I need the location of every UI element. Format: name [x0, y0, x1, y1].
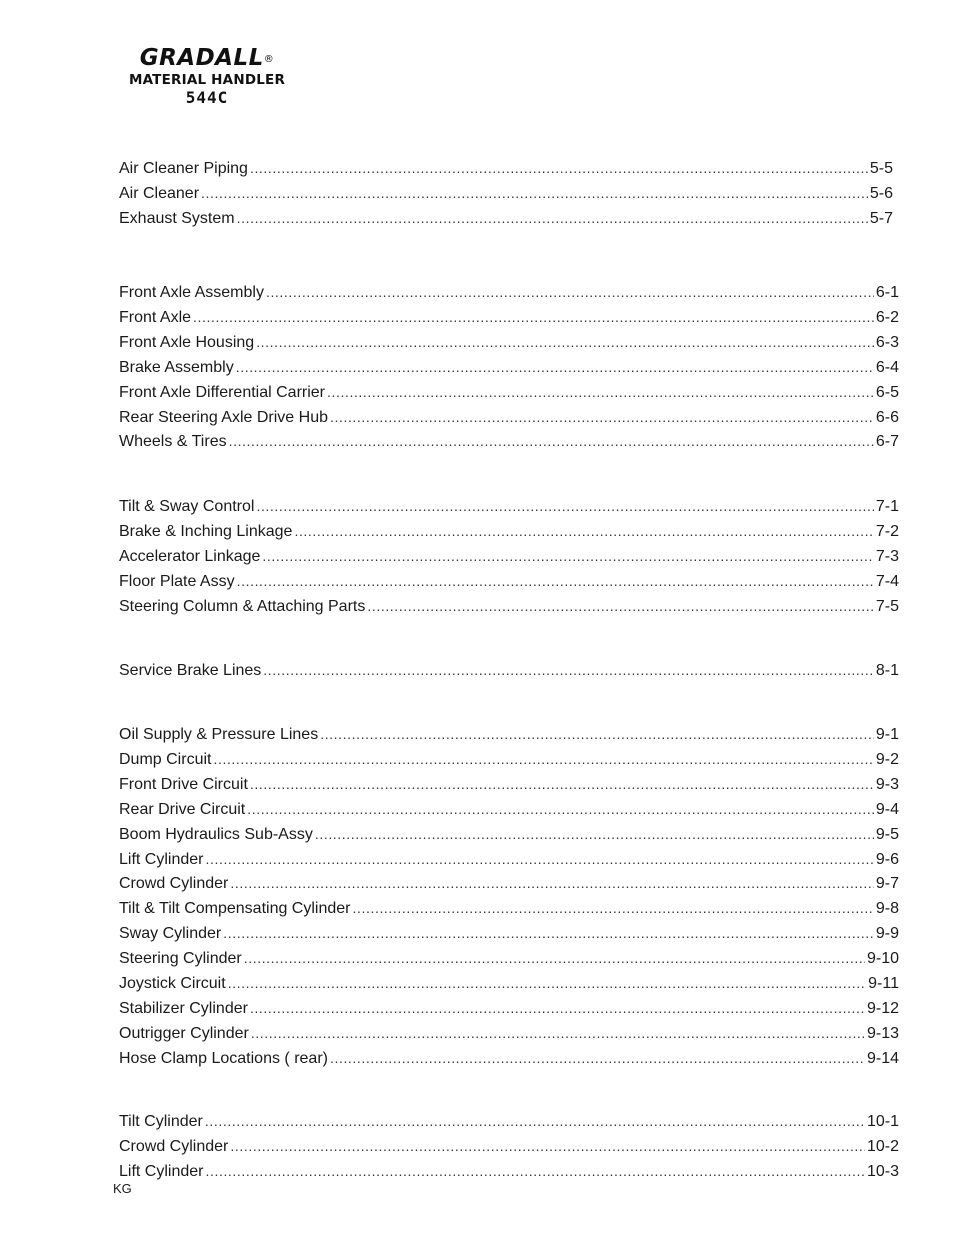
dot-leader — [327, 381, 874, 403]
toc-entry[interactable] — [119, 1022, 899, 1044]
toc-entry-label: Wheels & Tires — [119, 433, 227, 451]
toc-entry-page: 7-4 — [875, 572, 899, 590]
registered-mark: ® — [263, 54, 275, 65]
toc-entry[interactable] — [119, 723, 899, 745]
toc-entry-label: Dump Circuit — [119, 750, 212, 768]
toc-entry[interactable] — [119, 381, 899, 403]
toc-entry-label: Sway Cylinder — [119, 925, 222, 943]
document-header — [112, 44, 302, 108]
dot-leader — [262, 545, 873, 567]
toc-entry-label: Lift Cylinder — [119, 1162, 204, 1180]
toc-entry-page: 9-6 — [875, 850, 899, 868]
toc-entry-label: Tilt & Sway Control — [119, 498, 255, 515]
toc-entry[interactable] — [119, 748, 899, 770]
toc-entry-page: 6-4 — [875, 358, 899, 376]
dot-leader — [244, 947, 865, 969]
toc-entry-page: 7-5 — [875, 597, 899, 615]
toc-entry-label: Front Axle Assembly — [119, 284, 264, 301]
toc-entry-page: 5-5 — [869, 160, 893, 177]
toc-entry-label: Hose Clamp Locations ( rear) — [119, 1049, 328, 1067]
toc-entry-label: Front Axle Housing — [119, 333, 255, 351]
toc-entry-label: Rear Steering Axle Drive Hub — [119, 408, 328, 426]
toc-entry-page: 9-11 — [868, 975, 899, 992]
toc-entry-label: Rear Drive Circuit — [119, 800, 246, 818]
toc-entry-label: Tilt Cylinder — [119, 1113, 203, 1130]
toc-entry[interactable] — [119, 872, 899, 894]
dot-leader — [250, 773, 874, 795]
toc-entry[interactable] — [119, 1110, 899, 1132]
toc-entry-label: Service Brake Lines — [119, 662, 262, 679]
toc-entry[interactable] — [119, 922, 899, 944]
toc-entry-label: Outrigger Cylinder — [119, 1024, 249, 1042]
dot-leader — [213, 748, 873, 770]
footer-code: KG — [113, 1181, 132, 1196]
toc-entry-label: Front Axle — [119, 308, 192, 326]
toc-entry[interactable] — [119, 595, 899, 617]
toc-entry[interactable] — [119, 823, 899, 845]
toc-entry-page: 9-14 — [866, 1049, 899, 1067]
toc-entry-page: 10-3 — [866, 1162, 899, 1180]
toc-entry-page: 9-13 — [866, 1024, 899, 1042]
dot-leader — [230, 872, 874, 894]
toc-entry-label: Exhaust System — [119, 209, 235, 227]
dot-leader — [263, 659, 874, 681]
dot-leader — [256, 331, 874, 353]
toc-entry-page: 7-1 — [875, 498, 899, 515]
toc-entry-label: Tilt & Tilt Compensating Cylinder — [119, 900, 351, 918]
product-subtitle: MATERIAL HANDLER — [128, 72, 286, 88]
toc-entry-page: 7-2 — [875, 522, 899, 540]
dot-leader — [205, 848, 873, 870]
toc-entry-page: 9-12 — [866, 999, 899, 1017]
toc-entry[interactable] — [119, 406, 899, 428]
toc-entry-label: Front Drive Circuit — [119, 775, 248, 793]
gradall-logo — [112, 44, 302, 72]
toc-entry[interactable] — [119, 495, 899, 517]
toc-entry-page: 6-7 — [875, 433, 899, 451]
toc-entry-label: Lift Cylinder — [119, 850, 204, 868]
toc-entry-label: Boom Hydraulics Sub-Assy — [119, 825, 313, 843]
toc-entry-label: Oil Supply & Pressure Lines — [119, 726, 319, 743]
toc-entry-label: Accelerator Linkage — [119, 547, 261, 565]
toc-entry-label: Steering Column & Attaching Parts — [119, 597, 366, 615]
toc-entry[interactable] — [119, 773, 899, 795]
toc-entry-page: 9-3 — [875, 775, 899, 793]
dot-leader — [320, 723, 874, 745]
toc-entry[interactable] — [119, 897, 899, 919]
toc-entry[interactable] — [119, 1047, 899, 1069]
dot-leader — [201, 182, 868, 204]
toc-entry[interactable] — [119, 570, 899, 592]
toc-entry[interactable] — [119, 356, 899, 378]
toc-entry[interactable] — [119, 306, 899, 328]
toc-entry[interactable] — [119, 1160, 899, 1182]
toc-entry-label: Crowd Cylinder — [119, 875, 229, 893]
toc-entry[interactable] — [119, 281, 899, 303]
dot-leader — [236, 356, 874, 378]
toc-entry[interactable] — [119, 182, 893, 204]
dot-leader — [250, 997, 865, 1019]
toc-entry-page: 9-9 — [875, 925, 899, 943]
toc-entry-page: 9-2 — [875, 750, 899, 768]
toc-entry[interactable] — [119, 207, 893, 229]
toc-entry[interactable] — [119, 545, 899, 567]
dot-leader — [256, 495, 873, 517]
toc-entry-page: 10-1 — [866, 1113, 899, 1130]
toc-entry[interactable] — [119, 848, 899, 870]
dot-leader — [251, 1022, 865, 1044]
toc-entry-page: 5-7 — [869, 209, 893, 227]
toc-entry-page: 9-1 — [875, 726, 899, 743]
dot-leader — [237, 570, 874, 592]
toc-entry[interactable] — [119, 798, 899, 820]
toc-entry[interactable] — [119, 1135, 899, 1157]
dot-leader — [367, 595, 874, 617]
dot-leader — [205, 1110, 865, 1132]
toc-entry-page: 6-6 — [875, 408, 899, 426]
dot-leader — [247, 798, 874, 820]
toc-entry-label: Steering Cylinder — [119, 950, 242, 968]
dot-leader — [330, 1047, 865, 1069]
toc-entry-page: 10-2 — [866, 1137, 899, 1155]
toc-entry-page: 9-7 — [875, 875, 899, 893]
toc-entry-label: Crowd Cylinder — [119, 1137, 229, 1155]
toc-entry-label: Brake & Inching Linkage — [119, 522, 293, 540]
toc-entry-page: 9-10 — [866, 950, 899, 968]
toc-entry[interactable] — [119, 520, 899, 542]
toc-entry-label: Floor Plate Assy — [119, 572, 235, 590]
toc-entry-page: 8-1 — [875, 662, 899, 679]
toc-entry-page: 6-2 — [875, 308, 899, 326]
toc-entry-label: Air Cleaner Piping — [119, 160, 248, 177]
dot-leader — [205, 1160, 864, 1182]
toc-entry[interactable] — [119, 947, 899, 969]
brand-name: GRADALL — [139, 45, 264, 71]
toc-entry[interactable] — [119, 659, 899, 681]
dot-leader — [237, 207, 868, 229]
dot-leader — [230, 1135, 865, 1157]
dot-leader — [353, 897, 874, 919]
toc-entry-page: 7-3 — [875, 547, 899, 565]
toc-entry[interactable] — [119, 331, 899, 353]
model-number: 544C — [185, 88, 229, 107]
dot-leader — [193, 306, 874, 328]
toc-entry-page: 6-1 — [875, 284, 899, 301]
toc-entry-page: 5-6 — [869, 184, 893, 202]
dot-leader — [229, 430, 874, 452]
toc-entry-label: Stabilizer Cylinder — [119, 999, 248, 1017]
toc-entry-label: Joystick Circuit — [119, 975, 226, 992]
toc-entry-page: 6-3 — [875, 333, 899, 351]
toc-entry[interactable] — [119, 430, 899, 452]
toc-entry-page: 9-8 — [875, 900, 899, 918]
toc-entry[interactable] — [119, 157, 893, 179]
toc-entry-label: Brake Assembly — [119, 358, 234, 376]
dot-leader — [223, 922, 874, 944]
dot-leader — [294, 520, 873, 542]
toc-entry[interactable] — [119, 972, 899, 994]
dot-leader — [250, 157, 868, 179]
toc-entry-label: Front Axle Differential Carrier — [119, 383, 325, 401]
toc-entry-page: 9-4 — [875, 800, 899, 818]
toc-entry[interactable] — [119, 997, 899, 1019]
dot-leader — [330, 406, 874, 428]
toc-entry-page: 9-5 — [875, 825, 899, 843]
toc-entry-label: Air Cleaner — [119, 184, 200, 202]
dot-leader — [315, 823, 874, 845]
toc-entry-page: 6-5 — [875, 383, 899, 401]
dot-leader — [266, 281, 874, 303]
dot-leader — [228, 972, 866, 994]
